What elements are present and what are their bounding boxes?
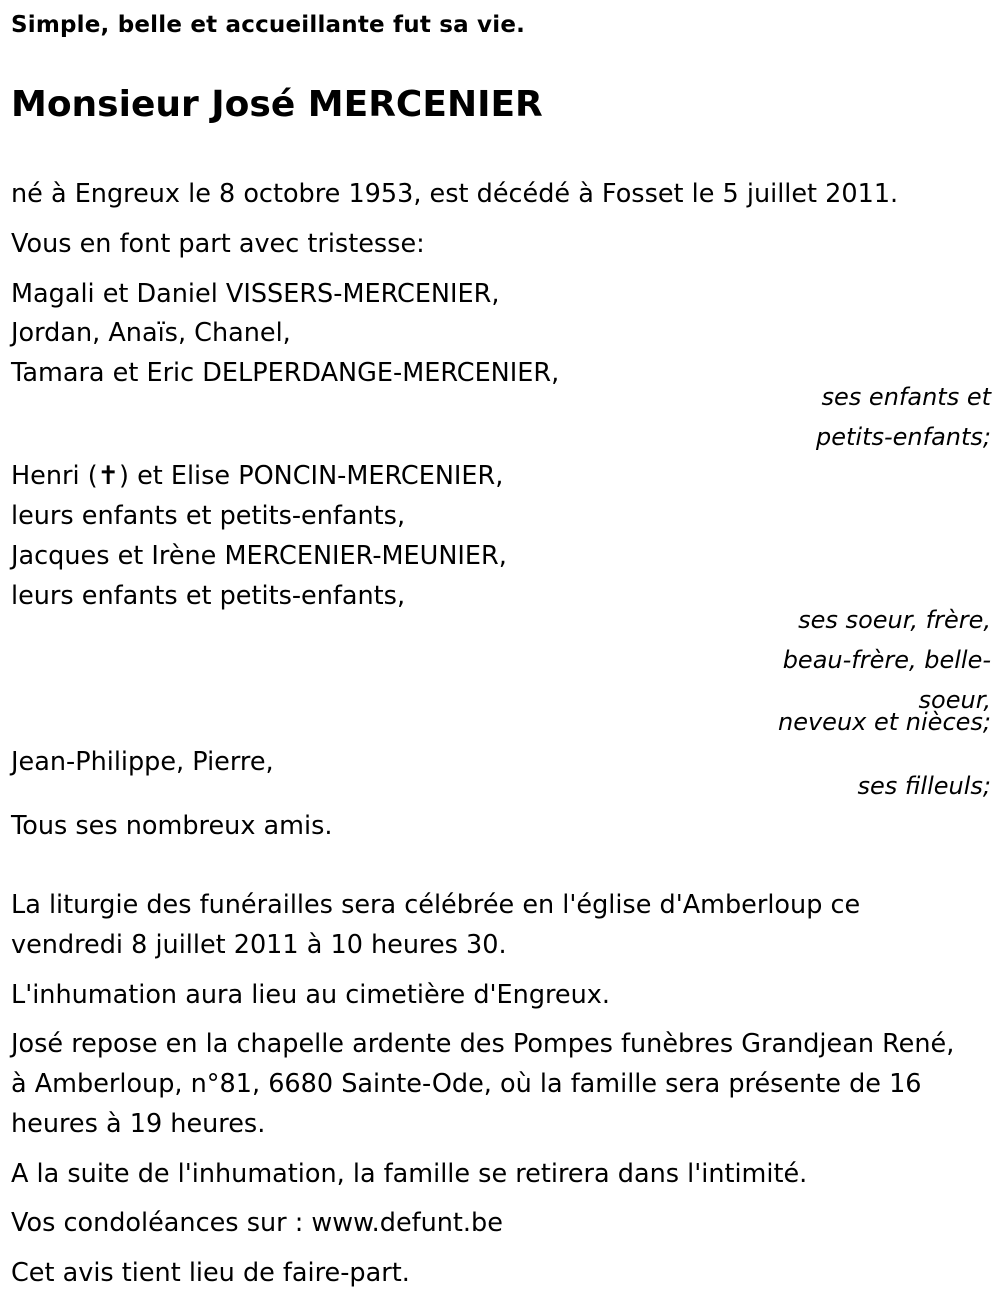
chapel-line: à Amberloup, n°81, 6680 Sainte-Ode, où la famille sera présente de 16: [11, 1069, 922, 1099]
family-line: Henri (✝) et Elise PONCIN-MERCENIER,: [11, 461, 504, 491]
relation-label: ses filleuls;: [857, 772, 991, 800]
funeral-line: vendredi 8 juillet 2011 à 10 heures 30.: [11, 930, 507, 960]
announce-line: Vous en font part avec tristesse:: [11, 229, 425, 259]
motto: Simple, belle et accueillante fut sa vie.: [11, 12, 526, 38]
family-line: Jean-Philippe, Pierre,: [11, 747, 274, 777]
chapel-line: José repose en la chapelle ardente des Pompes funèbres Grandjean René,: [11, 1029, 955, 1059]
relation-label: neveux et nièces;: [778, 708, 991, 736]
relation-label: beau-frère, belle-: [782, 646, 991, 674]
condolences-line: Vos condoléances sur : www.defunt.be: [11, 1208, 503, 1238]
family-line: Jacques et Irène MERCENIER-MEUNIER,: [11, 541, 507, 571]
relation-label: ses soeur, frère,: [798, 606, 991, 634]
notice-line: Cet avis tient lieu de faire-part.: [11, 1258, 410, 1288]
family-line: leurs enfants et petits-enfants,: [11, 501, 406, 531]
family-line: leurs enfants et petits-enfants,: [11, 581, 406, 611]
family-line: Jordan, Anaïs, Chanel,: [11, 318, 291, 348]
after-line: A la suite de l'inhumation, la famille se retirera dans l'intimité.: [11, 1159, 808, 1189]
burial-line: L'inhumation aura lieu au cimetière d'Engreux.: [11, 980, 610, 1010]
birth-death-line: né à Engreux le 8 octobre 1953, est décédé à Fosset le 5 juillet 2011.: [11, 179, 899, 209]
chapel-line: heures à 19 heures.: [11, 1109, 266, 1139]
family-line: Magali et Daniel VISSERS-MERCENIER,: [11, 279, 500, 309]
friends-line: Tous ses nombreux amis.: [11, 811, 333, 841]
relation-label: ses enfants et: [821, 383, 991, 411]
relation-label: soeur,: [918, 686, 991, 714]
funeral-line: La liturgie des funérailles sera célébrée en l'église d'Amberloup ce: [11, 890, 861, 920]
family-line: Tamara et Eric DELPERDANGE-MERCENIER,: [11, 358, 560, 388]
deceased-name: Monsieur José MERCENIER: [11, 84, 543, 125]
relation-label: petits-enfants;: [816, 423, 991, 451]
